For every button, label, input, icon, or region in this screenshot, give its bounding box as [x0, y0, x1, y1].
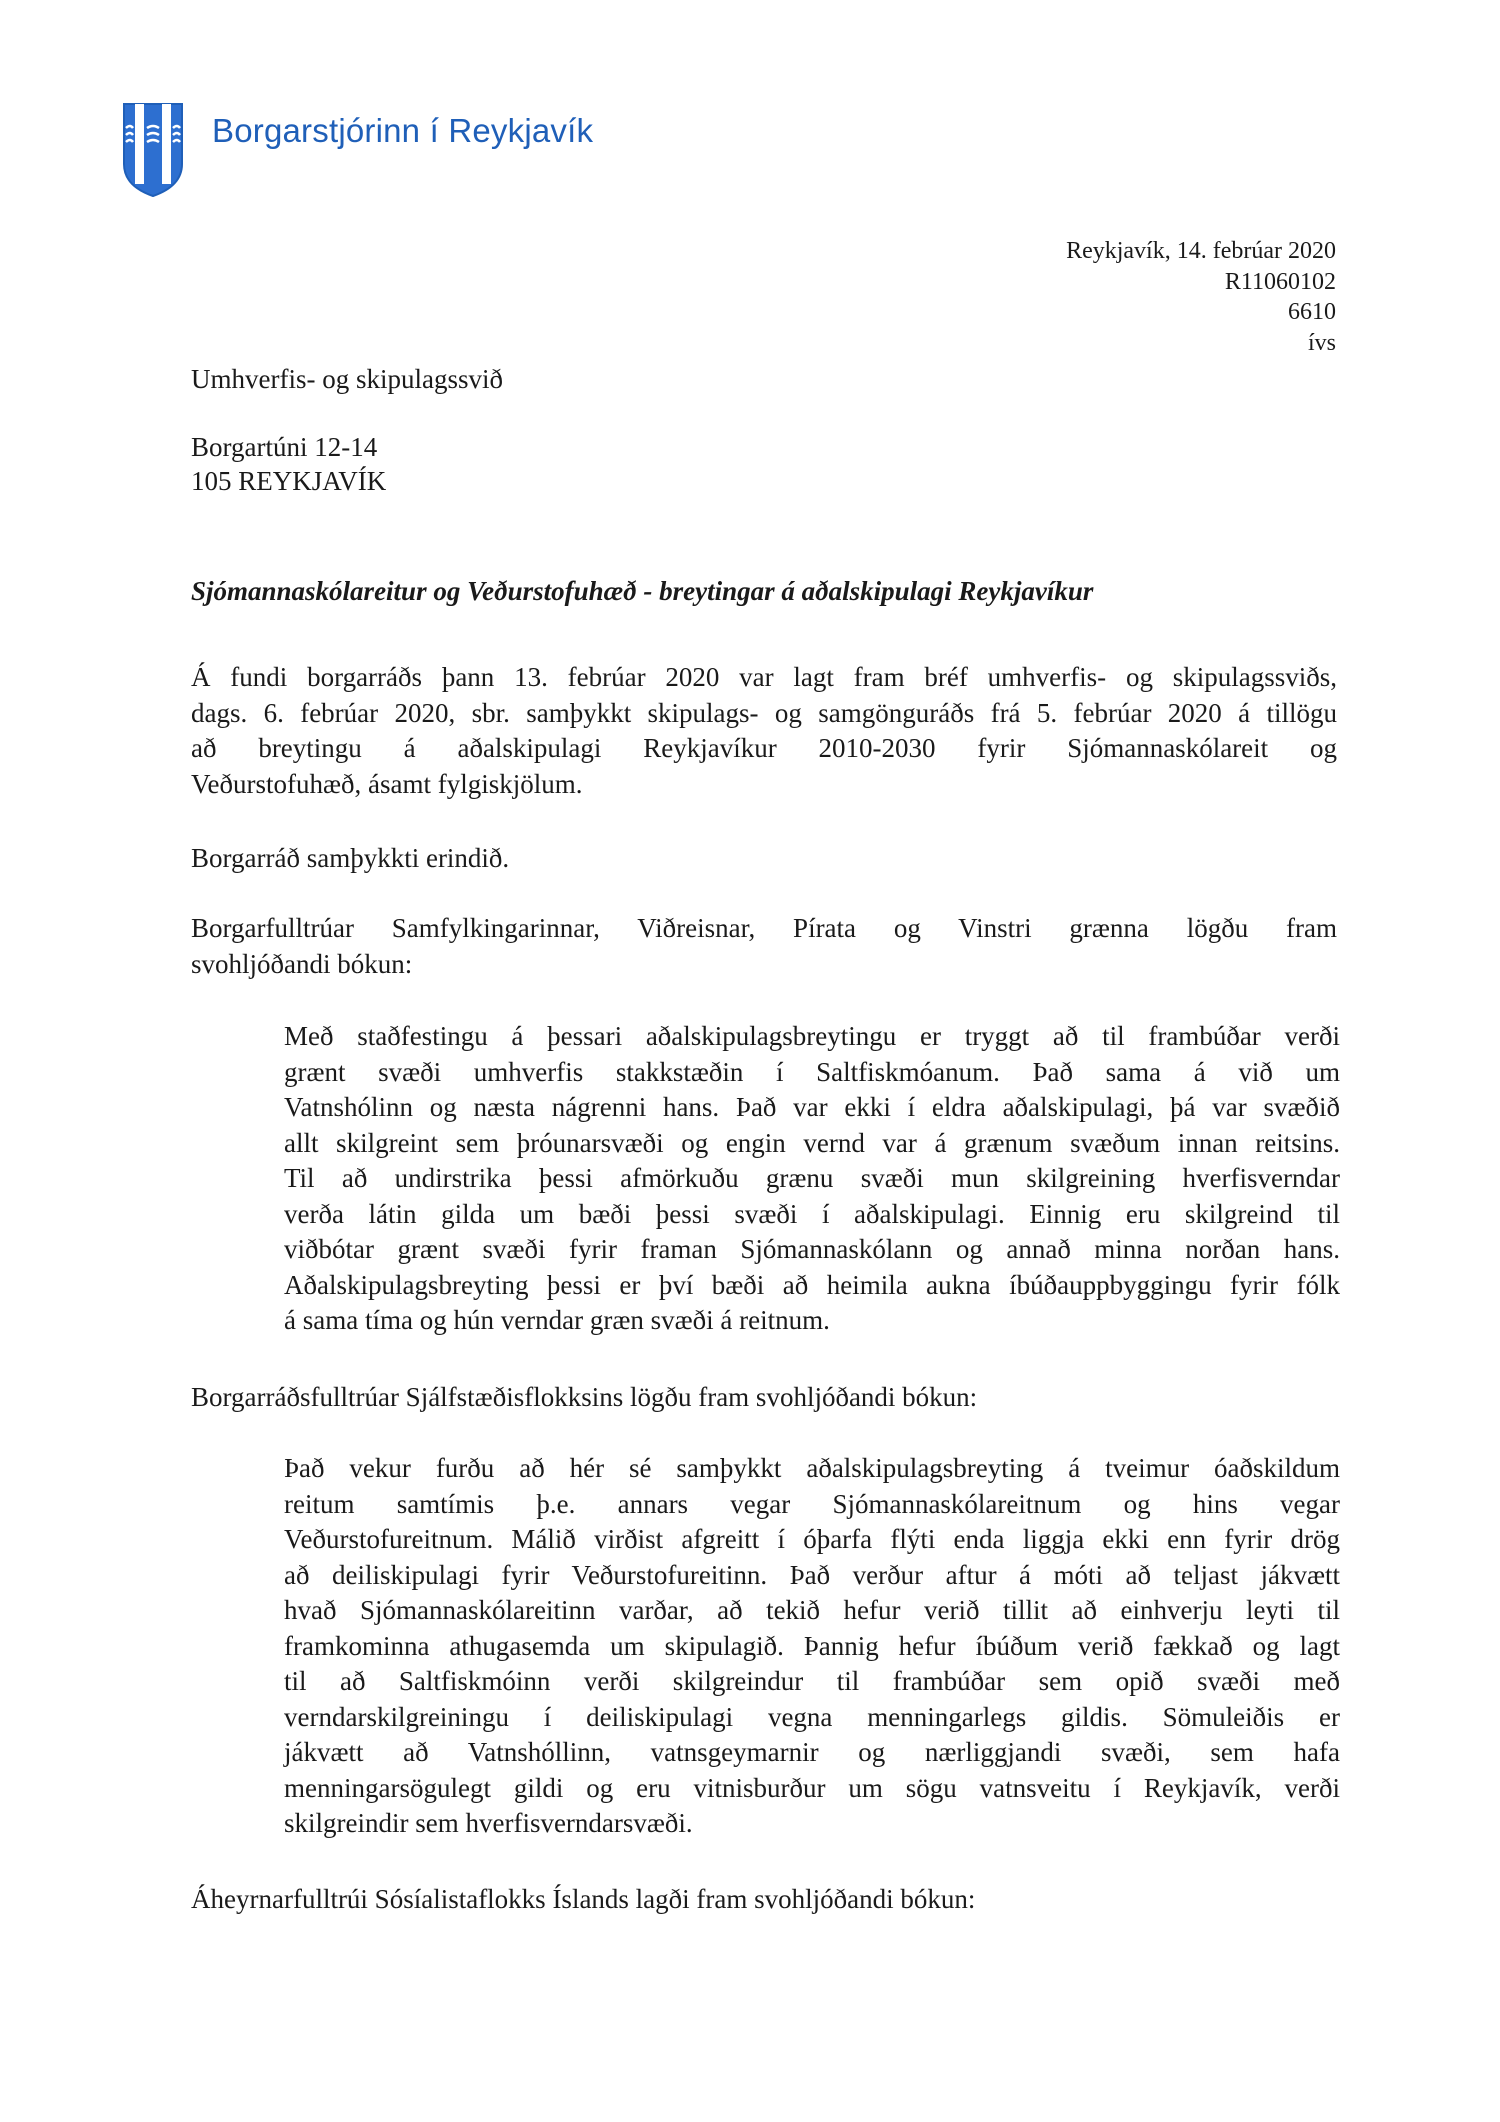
text-line: svohljóðandi bókun:	[191, 948, 413, 979]
text-line: Áheyrnarfulltrúi Sósíalistaflokks Íslands lagði fram svohljóðandi bókun:	[191, 1884, 976, 1914]
paragraph-majority-intro	[191, 911, 1337, 982]
text-line: Með staðfestingu á þessari aðalskipulagsbreytingu er tryggt að til frambúðar verði	[284, 1021, 1340, 1051]
text-line: Aðalskipulagsbreyting þessi er því bæði að heimila aukna íbúðauppbyggingu fyrir fólk	[284, 1269, 1340, 1300]
text-line: Til að undirstrika þessi afmörkuðu grænu svæði mun skilgreining hverfisverndar	[284, 1163, 1340, 1193]
text-line: framkominna athugasemda um skipulagið. Þannig hefur íbúðum verið fækkað og lagt	[284, 1630, 1340, 1661]
text-line: skilgreindir sem hverfisverndarsvæði.	[284, 1808, 693, 1838]
text-line: Á fundi borgarráðs þann 13. febrúar 2020 var lagt fram bréf umhverfis- og skipulagssviðs,	[191, 662, 1337, 692]
letter-meta	[1066, 236, 1336, 358]
text-line: verða látin gilda um bæði þessi svæði í aðalskipulagi. Einnig eru skilgreind til	[284, 1198, 1340, 1229]
text-line: að deiliskipulagi fyrir Veðurstofureitinn. Það verður aftur á móti að teljast jákvætt	[284, 1559, 1340, 1590]
recipient-street: Borgartúni 12-14	[191, 432, 378, 462]
reykjavik-coat-of-arms-logo	[122, 102, 184, 198]
text-line: menningarsögulegt gildi og eru vitnisburður um sögu vatnsveitu í Reykjavík, verði	[284, 1772, 1340, 1803]
text-line: að breytingu á aðalskipulagi Reykjavíkur 2010-2030 fyrir Sjómannaskólareit og	[191, 733, 1337, 763]
code: 6610	[1288, 299, 1336, 325]
recipient-city: 105 REYKJAVÍK	[191, 466, 387, 496]
text-line: hvað Sjómannaskólareitinn varðar, að tekið hefur verið tillit að einhverju leyti til	[284, 1595, 1340, 1625]
text-line: Veðurstofuhæð, ásamt fylgiskjölum.	[191, 768, 583, 799]
recipient-name: Umhverfis- og skipulagssvið	[191, 364, 503, 394]
text-line: Veðurstofureitnum. Málið virðist afgreitt í óþarfa flýti enda liggja ekki enn fyrir drög	[284, 1524, 1340, 1554]
reference-number: R11060102	[1224, 268, 1336, 295]
text-line: grænt svæði umhverfis stakkstæðin í Saltfiskmóanum. Það sama á við um	[284, 1056, 1340, 1087]
paragraph-independence-intro	[191, 1380, 1337, 1416]
text-line: allt skilgreint sem þróunarsvæði og engin vernd var á grænum svæðum innan reitsins.	[284, 1127, 1340, 1158]
quote-majority	[284, 1019, 1340, 1339]
paragraph-approved	[191, 841, 1337, 877]
text-line: Borgarfulltrúar Samfylkingarinnar, Viðreisnar, Pírata og Vinstri grænna lögðu fram	[191, 913, 1337, 943]
text-line: dags. 6. febrúar 2020, sbr. samþykkt skipulags- og samgönguráðs frá 5. febrúar 2020 á tillögu	[191, 697, 1337, 728]
text-line: á sama tíma og hún verndar græn svæði á reitnum.	[284, 1305, 830, 1335]
text-line: til að Saltfiskmóinn verði skilgreindur til frambúðar sem opið svæði með	[284, 1666, 1340, 1696]
text-line: Það vekur furðu að hér sé samþykkt aðalskipulagsbreyting á tveimur óaðskildum	[284, 1453, 1340, 1483]
text-line: reitum samtímis þ.e. annars vegar Sjómannaskólareitnum og hins vegar	[284, 1488, 1340, 1519]
text-line: verndarskilgreiningu í deiliskipulagi vegna menningarlegs gildis. Sömuleiðis er	[284, 1701, 1340, 1732]
paragraph-socialist-intro	[191, 1882, 1337, 1918]
text-line: Vatnshólinn og næsta nágrenni hans. Það var ekki í eldra aðalskipulagi, þá var svæðið	[284, 1092, 1340, 1122]
letterhead-org-name: Borgarstjórinn í Reykjavík	[212, 112, 594, 149]
text-line: Borgarráð samþykkti erindið.	[191, 843, 510, 873]
text-line: viðbótar grænt svæði fyrir framan Sjómannaskólann og annað minna norðan hans.	[284, 1234, 1340, 1264]
subject-line: Sjómannaskólareitur og Veðurstofuhæð - breytingar á aðalskipulagi Reykjavíkur	[191, 576, 1094, 606]
place-date: Reykjavík, 14. febrúar 2020	[1066, 238, 1336, 264]
text-line: jákvætt að Vatnshóllinn, vatnsgeymarnir og nærliggjandi svæði, sem hafa	[284, 1737, 1340, 1767]
text-line: Borgarráðsfulltrúar Sjálfstæðisflokksins lögðu fram svohljóðandi bókun:	[191, 1382, 978, 1412]
paragraph-meeting	[191, 660, 1337, 802]
initials: ívs	[1307, 329, 1336, 356]
quote-independence	[284, 1451, 1340, 1842]
